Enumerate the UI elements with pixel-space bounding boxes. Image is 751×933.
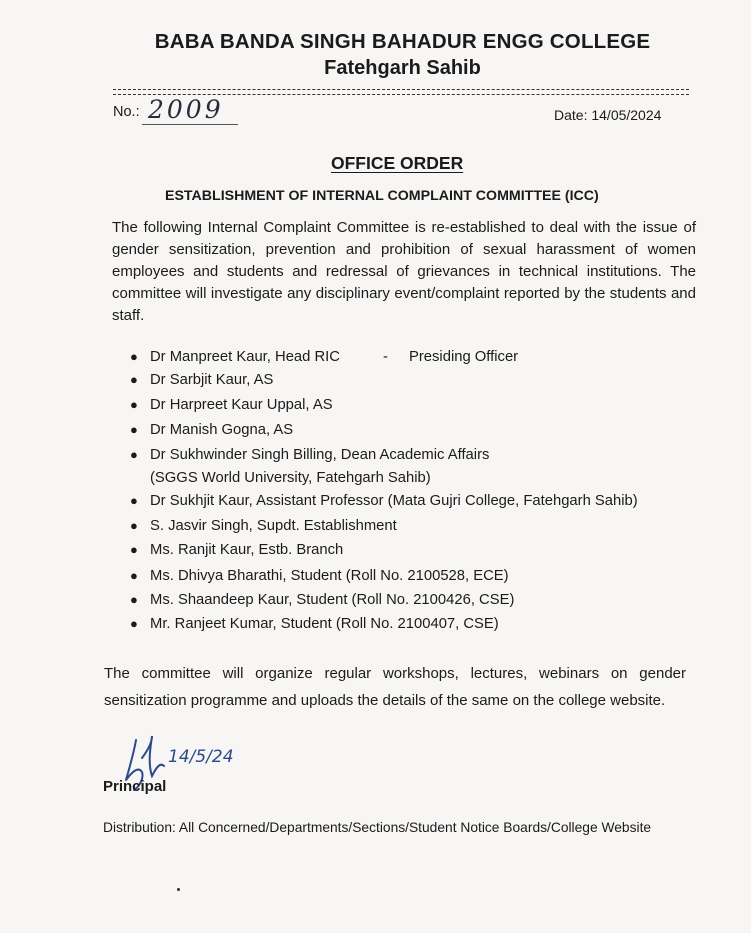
bullet-icon: ● xyxy=(130,518,138,533)
member-name: Dr Sukhjit Kaur, Assistant Professor (Mata Gujri College, Fatehgarh Sahib) xyxy=(150,493,638,509)
bullet-icon: ● xyxy=(130,397,138,412)
bullet-icon: ● xyxy=(130,542,138,557)
bullet-icon: ● xyxy=(130,422,138,437)
member-name: Dr Harpreet Kaur Uppal, AS xyxy=(150,397,333,413)
order-number-handwritten: 2009 xyxy=(148,95,224,124)
member-name: Ms. Dhivya Bharathi, Student (Roll No. 2100528, ECE) xyxy=(150,568,509,584)
bullet-icon: ● xyxy=(130,349,138,364)
signature-date: 14/5/24 xyxy=(168,747,234,767)
member-name: S. Jasvir Singh, Supdt. Establishment xyxy=(150,518,397,534)
distribution-line: Distribution: All Concerned/Departments/Sections/Student Notice Boards/College Website xyxy=(103,820,652,835)
bullet-icon: ● xyxy=(130,592,138,607)
bullet-icon: ● xyxy=(130,372,138,387)
member-name: Dr Manpreet Kaur, Head RIC xyxy=(150,349,340,365)
member-name: Dr Sarbjit Kaur, AS xyxy=(150,372,274,388)
member-name: Dr Sukhwinder Singh Billing, Dean Academic Affairs xyxy=(150,447,490,463)
order-number-label: No.: xyxy=(113,104,140,120)
member-name: Ms. Ranjit Kaur, Estb. Branch xyxy=(150,542,344,558)
bullet-icon: ● xyxy=(130,616,138,631)
member-role: Presiding Officer xyxy=(409,349,519,365)
bullet-icon: ● xyxy=(130,493,138,508)
member-name: Ms. Shaandeep Kaur, Student (Roll No. 2100426, CSE) xyxy=(150,592,515,608)
order-number-underline xyxy=(142,124,238,125)
member-name: Mr. Ranjeet Kumar, Student (Roll No. 2100407, CSE) xyxy=(150,616,499,632)
closing-paragraph: The committee will organize regular workshops, lectures, webinars on gender sensitization programme and uploads the details of the same on the college website. xyxy=(104,665,686,709)
document-title: OFFICE ORDER xyxy=(331,153,464,173)
bullet-icon: ● xyxy=(130,568,138,583)
college-location: Fatehgarh Sahib xyxy=(324,57,481,79)
member-name: Dr Manish Gogna, AS xyxy=(150,422,294,438)
principal-label: Principal xyxy=(103,778,167,795)
document-subject: ESTABLISHMENT OF INTERNAL COMPLAINT COMMITTEE (ICC) xyxy=(165,188,599,204)
bullet-icon: ● xyxy=(130,447,138,462)
intro-paragraph: The following Internal Complaint Committee is re-established to deal with the issue of gender sensitization, prevention and prohibition of sexual harassment of women employees and students and redressal of grievances in technical institutions. The committee will investigate any disciplinary event/complaint reported by the students and staff. xyxy=(112,219,696,324)
college-name: BABA BANDA SINGH BAHADUR ENGG COLLEGE xyxy=(154,30,651,53)
scan-speck xyxy=(177,888,180,891)
header-rule-top xyxy=(113,89,689,90)
member-affiliation: (SGGS World University, Fatehgarh Sahib) xyxy=(150,470,431,486)
order-date: Date: 14/05/2024 xyxy=(554,107,662,123)
member-role-dash: - xyxy=(383,349,388,365)
